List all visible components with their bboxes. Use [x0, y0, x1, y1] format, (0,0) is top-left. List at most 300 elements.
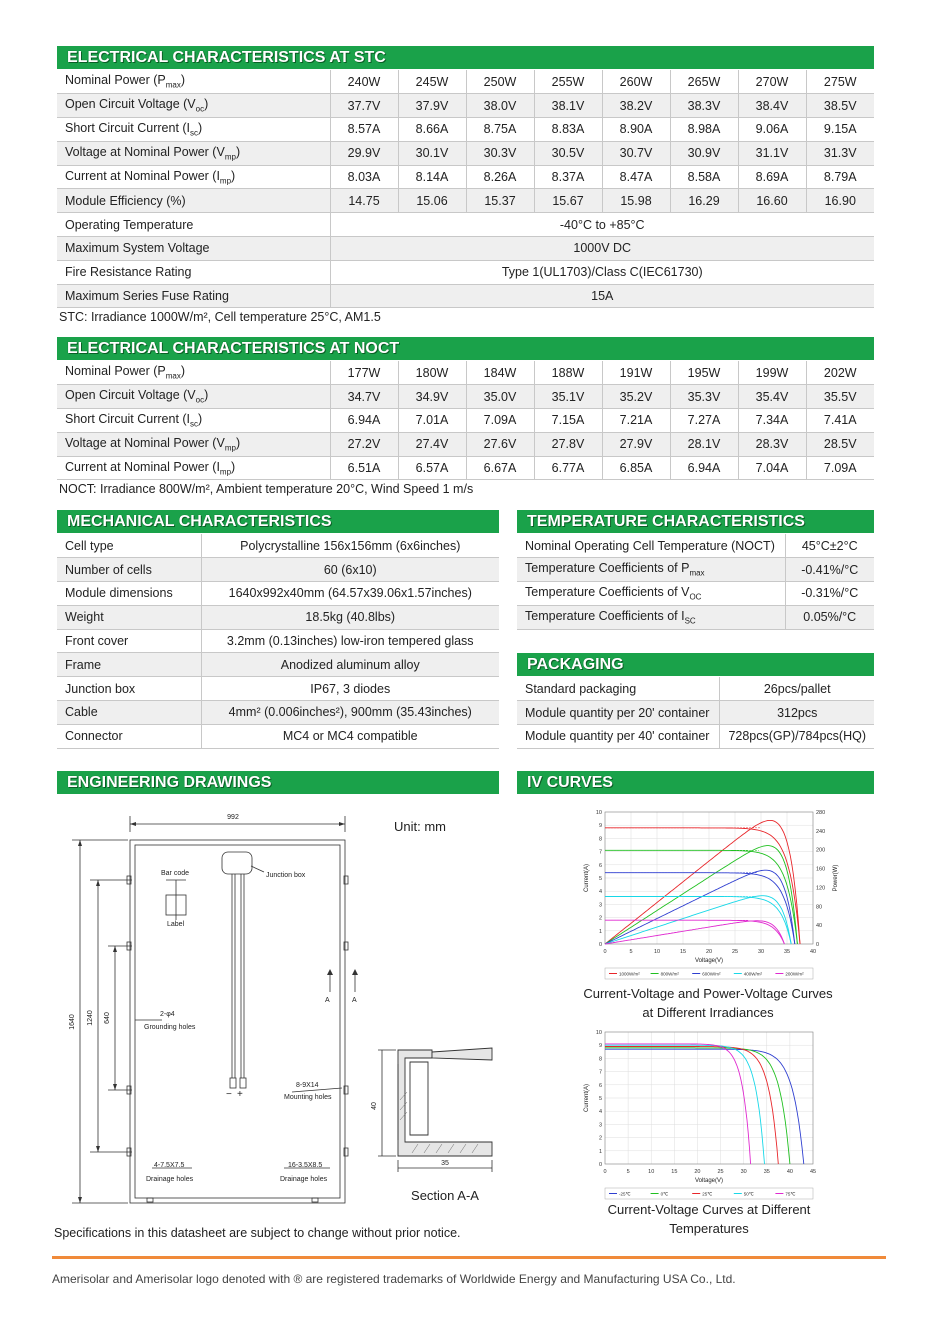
- temperature-value: -0.41%/°C: [785, 558, 874, 582]
- drainage-left-label: Drainage holes: [146, 1176, 194, 1183]
- noct-cell: 27.4V: [398, 432, 466, 456]
- iv-caption-1: Current-Voltage and Power-Voltage Curves at Different Irradiances: [583, 986, 833, 1020]
- stc-cell: 38.4V: [738, 94, 806, 118]
- row-label-subscript: OC: [689, 592, 702, 602]
- stc-cell: 8.37A: [534, 165, 602, 189]
- row-label-subscript: max: [689, 568, 705, 578]
- x-tick-label: 0: [603, 1169, 607, 1175]
- noct-cell: 35.0V: [466, 385, 534, 409]
- row-label-text: Nominal Power (P: [65, 73, 166, 88]
- noct-cell: 28.5V: [806, 432, 874, 456]
- x-tick-label: 20: [694, 1169, 701, 1175]
- noct-cell: 180W: [398, 361, 466, 385]
- row-label-subscript: oc: [195, 395, 205, 405]
- noct-cell: 199W: [738, 361, 806, 385]
- y-tick-label: 1: [598, 928, 602, 935]
- y2-tick-label: 0: [816, 942, 820, 948]
- legend-label: 800W/m²: [660, 971, 679, 977]
- row-label-text: Nominal Power (P: [65, 364, 166, 379]
- x-tick-label: 30: [740, 1169, 747, 1175]
- noct-cell: 6.77A: [534, 456, 602, 480]
- mechanical-row: [57, 724, 499, 748]
- mechanical-label: Module dimensions: [57, 582, 201, 606]
- iv-series-line: [605, 1047, 778, 1165]
- temperature-value: 45°C±2°C: [785, 534, 874, 558]
- mechanical-value: 18.5kg (40.8lbs): [201, 605, 499, 629]
- y2-tick-label: 40: [816, 923, 823, 930]
- stc-cell: 30.7V: [602, 141, 670, 165]
- stc-span-value: Type 1(UL1703)/Class C(IEC61730): [330, 260, 874, 284]
- row-label-tail: ): [231, 459, 236, 474]
- noct-cell: 27.9V: [602, 432, 670, 456]
- noct-cell: 191W: [602, 361, 670, 385]
- stc-row-label: [57, 70, 330, 94]
- stc-note: STC: Irradiance 1000W/m², Cell temperature 25°C, AM1.5: [59, 310, 381, 324]
- mechanical-row: [57, 534, 499, 558]
- drainage-right-spec: 16-3.5X8.5: [288, 1162, 323, 1169]
- iv-caption-2: Current-Voltage Curves at Different Temperatures: [607, 1202, 811, 1236]
- stc-cell: 38.3V: [670, 94, 738, 118]
- temperature-row: [517, 605, 874, 629]
- mechanical-value: 60 (6x10): [201, 558, 499, 582]
- inner-dimension-2: 640: [104, 1012, 111, 1024]
- legend-label: 25℃: [702, 1191, 713, 1197]
- x-tick-label: 35: [763, 1169, 770, 1175]
- noct-row-label: [57, 432, 330, 456]
- minus-terminal: −: [226, 1089, 232, 1100]
- stc-row: [57, 165, 874, 189]
- y2-tick-label: 280: [816, 810, 826, 816]
- row-label-text: Temperature Coefficients of V: [525, 585, 690, 600]
- y-tick-label: 5: [598, 876, 602, 882]
- stc-cell: 265W: [670, 70, 738, 94]
- mechanical-label: Cable: [57, 701, 201, 725]
- row-label-tail: ): [204, 388, 209, 403]
- legend-label: -25℃: [619, 1191, 631, 1197]
- iv-series-line: [605, 920, 784, 944]
- stc-cell: 250W: [466, 70, 534, 94]
- mechanical-row: [57, 653, 499, 677]
- mechanical-label: Front cover: [57, 629, 201, 653]
- row-label-text: Open Circuit Voltage (V: [65, 388, 196, 403]
- packaging-value: 728pcs(GP)/784pcs(HQ): [720, 725, 874, 749]
- stc-cell: 8.75A: [466, 118, 534, 142]
- row-label-text: Temperature Coefficients of I: [525, 609, 685, 624]
- stc-span-label: Fire Resistance Rating: [57, 260, 330, 284]
- iv-series-line: [605, 1045, 765, 1164]
- packaging-row: [517, 677, 874, 701]
- row-label-subscript: mp: [224, 152, 236, 162]
- x-tick-label: 45: [809, 1169, 817, 1175]
- noct-cell: 6.85A: [602, 456, 670, 480]
- stc-span-row: [57, 260, 874, 284]
- stc-cell: 270W: [738, 70, 806, 94]
- unit-label: Unit: mm: [394, 819, 446, 834]
- y-tick-label: 7: [598, 1069, 602, 1076]
- noct-table: [57, 361, 874, 480]
- drainage-right-label: Drainage holes: [280, 1176, 328, 1183]
- y-tick-label: 2: [598, 915, 602, 922]
- row-label-subscript: max: [165, 80, 181, 90]
- row-label-tail: ): [180, 73, 186, 88]
- stc-cell: 16.29: [670, 189, 738, 213]
- mechanical-value: IP67, 3 diodes: [201, 677, 499, 701]
- mechanical-value: 3.2mm (0.13inches) low-iron tempered glass: [201, 629, 499, 653]
- noct-cell: 35.3V: [670, 385, 738, 409]
- noct-row: [57, 409, 874, 433]
- row-label-subscript: SC: [684, 616, 696, 626]
- row-label-subscript: mp: [219, 176, 232, 186]
- row-label-text: Voltage at Nominal Power (V: [65, 145, 225, 160]
- legend-label: 75℃: [785, 1191, 796, 1197]
- width-dimension: 992: [227, 814, 239, 821]
- row-label-tail: ): [198, 412, 203, 427]
- drawings-title: ENGINEERING DRAWINGS: [57, 771, 499, 794]
- pv-series-line: [605, 846, 797, 944]
- noct-cell: 35.1V: [534, 385, 602, 409]
- legend-label: 0℃: [660, 1191, 669, 1197]
- noct-cell: 27.2V: [330, 432, 398, 456]
- noct-cell: 35.5V: [806, 385, 874, 409]
- noct-cell: 28.1V: [670, 432, 738, 456]
- noct-cell: 6.94A: [670, 456, 738, 480]
- noct-cell: 6.67A: [466, 456, 534, 480]
- x-tick-label: 15: [671, 1169, 678, 1175]
- y-tick-label: 1: [598, 1148, 602, 1155]
- stc-cell: 9.06A: [738, 118, 806, 142]
- stc-table: [57, 70, 874, 308]
- stc-cell: 37.9V: [398, 94, 466, 118]
- noct-row: [57, 432, 874, 456]
- stc-cell: 38.5V: [806, 94, 874, 118]
- y-tick-label: 2: [598, 1135, 602, 1142]
- stc-row-label: [57, 189, 330, 213]
- mechanical-row: [57, 701, 499, 725]
- section-caption: Section A-A: [411, 1188, 479, 1203]
- stc-cell: 14.75: [330, 189, 398, 213]
- noct-cell: 7.41A: [806, 409, 874, 433]
- x-tick-label: 35: [783, 949, 791, 955]
- stc-row-label: [57, 118, 330, 142]
- x-tick-label: 10: [653, 949, 661, 955]
- temperature-row: [517, 534, 874, 558]
- packaging-value: 26pcs/pallet: [720, 677, 874, 701]
- stc-cell: 15.98: [602, 189, 670, 213]
- row-label-subscript: max: [165, 371, 181, 381]
- stc-span-label: Operating Temperature: [57, 213, 330, 237]
- stc-row: [57, 94, 874, 118]
- noct-cell: 35.2V: [602, 385, 670, 409]
- x-tick-label: 25: [717, 1169, 724, 1175]
- junction-box-label: Junction box: [266, 872, 306, 879]
- x-tick-label: 5: [626, 1169, 630, 1175]
- row-label-tail: ): [204, 97, 209, 112]
- y-tick-label: 3: [598, 902, 602, 909]
- legend-label: 1000W/m²: [619, 971, 640, 977]
- y-tick-label: 10: [595, 1030, 602, 1036]
- stc-cell: 8.47A: [602, 165, 670, 189]
- stc-cell: 8.98A: [670, 118, 738, 142]
- mechanical-label: Weight: [57, 605, 201, 629]
- y-tick-label: 9: [598, 823, 602, 830]
- engineering-drawing: [52, 800, 502, 1220]
- mechanical-label: Number of cells: [57, 558, 201, 582]
- section-width: 35: [441, 1160, 449, 1167]
- x-tick-label: 25: [731, 949, 739, 955]
- noct-row-label: [57, 361, 330, 385]
- noct-cell: 7.01A: [398, 409, 466, 433]
- stc-cell: 37.7V: [330, 94, 398, 118]
- stc-cell: 15.67: [534, 189, 602, 213]
- stc-cell: 8.79A: [806, 165, 874, 189]
- packaging-row: [517, 701, 874, 725]
- stc-cell: 30.5V: [534, 141, 602, 165]
- noct-cell: 34.7V: [330, 385, 398, 409]
- disclaimer: Specifications in this datasheet are subject to change without prior notice.: [54, 1226, 461, 1240]
- stc-cell: 16.60: [738, 189, 806, 213]
- noct-cell: 7.04A: [738, 456, 806, 480]
- mechanical-row: [57, 629, 499, 653]
- x-axis-label: Voltage(V): [694, 958, 724, 964]
- stc-cell: 8.69A: [738, 165, 806, 189]
- mechanical-label: Junction box: [57, 677, 201, 701]
- y-tick-label: 8: [598, 1056, 602, 1063]
- temperature-label: [517, 582, 785, 606]
- row-label-text: Open Circuit Voltage (V: [65, 97, 196, 112]
- iv-chart-irradiance: [575, 804, 845, 980]
- stc-cell: 30.9V: [670, 141, 738, 165]
- plus-terminal: +: [237, 1089, 243, 1100]
- mechanical-label: Cell type: [57, 534, 201, 558]
- row-label-text: Current at Nominal Power (I: [65, 459, 220, 474]
- row-label-text: Short Circuit Current (I: [65, 121, 191, 136]
- stc-cell: 31.3V: [806, 141, 874, 165]
- stc-span-value: 1000V DC: [330, 237, 874, 261]
- mechanical-label: Connector: [57, 724, 201, 748]
- iv-series-line: [605, 1049, 804, 1164]
- y-tick-label: 5: [598, 1096, 602, 1102]
- row-label-text: Short Circuit Current (I: [65, 412, 191, 427]
- noct-cell: 6.57A: [398, 456, 466, 480]
- mechanical-row: [57, 558, 499, 582]
- row-label-subscript: mp: [219, 467, 232, 477]
- stc-cell: 260W: [602, 70, 670, 94]
- mounting-spec: 8-9X14: [296, 1082, 319, 1089]
- iv-series-line: [605, 1044, 751, 1164]
- y2-tick-label: 120: [816, 885, 826, 892]
- inner-dimension-1: 1240: [87, 1010, 94, 1026]
- y2-tick-label: 240: [816, 828, 826, 835]
- stc-cell: 30.1V: [398, 141, 466, 165]
- stc-cell: 38.0V: [466, 94, 534, 118]
- mechanical-row: [57, 582, 499, 606]
- y-tick-label: 0: [598, 1162, 602, 1168]
- y-axis-label: Current(A): [584, 863, 590, 893]
- stc-row: [57, 70, 874, 94]
- noct-cell: 188W: [534, 361, 602, 385]
- stc-cell: 275W: [806, 70, 874, 94]
- row-label-tail: ): [231, 168, 236, 183]
- stc-cell: 8.58A: [670, 165, 738, 189]
- legend-label: 50℃: [743, 1191, 754, 1197]
- section-mark-left: A: [325, 997, 330, 1004]
- noct-row-label: [57, 385, 330, 409]
- row-label-text: Voltage at Nominal Power (V: [65, 436, 225, 451]
- noct-cell: 27.8V: [534, 432, 602, 456]
- stc-cell: 29.9V: [330, 141, 398, 165]
- stc-row: [57, 189, 874, 213]
- stc-row-label: [57, 94, 330, 118]
- temperature-row: [517, 582, 874, 606]
- mounting-label: Mounting holes: [284, 1094, 332, 1101]
- section-mark-right: A: [352, 997, 357, 1004]
- y2-tick-label: 160: [816, 866, 826, 873]
- section-depth: 40: [371, 1102, 378, 1110]
- stc-row-label: [57, 165, 330, 189]
- packaging-value: 312pcs: [720, 701, 874, 725]
- temperature-label: [517, 558, 785, 582]
- noct-cell: 27.6V: [466, 432, 534, 456]
- stc-cell: 38.2V: [602, 94, 670, 118]
- packaging-label: Module quantity per 20' container: [517, 701, 720, 725]
- stc-cell: 8.57A: [330, 118, 398, 142]
- label-label: Label: [167, 921, 185, 928]
- x-tick-label: 20: [705, 949, 713, 955]
- iv-chart-temperature: [575, 1024, 845, 1200]
- temperature-label: [517, 534, 785, 558]
- stc-span-row: [57, 213, 874, 237]
- row-label-subscript: oc: [195, 104, 205, 114]
- stc-title: ELECTRICAL CHARACTERISTICS AT STC: [57, 46, 874, 69]
- packaging-label: Module quantity per 40' container: [517, 725, 720, 749]
- row-label-tail: ): [180, 364, 186, 379]
- y2-tick-label: 200: [816, 847, 826, 854]
- packaging-label: Standard packaging: [517, 677, 720, 701]
- noct-cell: 7.09A: [806, 456, 874, 480]
- stc-cell: 255W: [534, 70, 602, 94]
- legend-label: 400W/m²: [743, 971, 763, 977]
- y-tick-label: 9: [598, 1043, 602, 1050]
- stc-span-label: Maximum System Voltage: [57, 237, 330, 261]
- temperature-label: [517, 605, 785, 629]
- stc-cell: 30.3V: [466, 141, 534, 165]
- mechanical-value: Anodized aluminum alloy: [201, 653, 499, 677]
- stc-cell: 38.1V: [534, 94, 602, 118]
- drainage-left-spec: 4-7.5X7.5: [154, 1162, 185, 1169]
- noct-row: [57, 456, 874, 480]
- stc-cell: 31.1V: [738, 141, 806, 165]
- noct-cell: 7.09A: [466, 409, 534, 433]
- legend-label: 200W/m²: [785, 971, 804, 977]
- stc-span-value: -40°C to +85°C: [330, 213, 874, 237]
- footer-divider: [52, 1256, 886, 1259]
- noct-cell: 7.21A: [602, 409, 670, 433]
- noct-cell: 177W: [330, 361, 398, 385]
- y2-axis-label: Power(W): [833, 864, 839, 892]
- noct-cell: 7.34A: [738, 409, 806, 433]
- pv-series-line: [605, 921, 784, 944]
- stc-row: [57, 118, 874, 142]
- noct-cell: 6.94A: [330, 409, 398, 433]
- footer-trademark: Amerisolar and Amerisolar logo denoted with ® are registered trademarks of Worldwide Energy and Manufacturing USA Co., Ltd.: [52, 1272, 736, 1286]
- y-tick-label: 8: [598, 836, 602, 843]
- stc-cell: 15.37: [466, 189, 534, 213]
- y-tick-label: 7: [598, 849, 602, 856]
- row-label-text: Module Efficiency (%): [65, 193, 186, 208]
- noct-row-label: [57, 409, 330, 433]
- y2-tick-label: 80: [816, 904, 823, 911]
- stc-cell: 8.03A: [330, 165, 398, 189]
- stc-cell: 9.15A: [806, 118, 874, 142]
- temperature-table: [517, 534, 874, 630]
- stc-row: [57, 141, 874, 165]
- noct-row: [57, 385, 874, 409]
- temperature-row: [517, 558, 874, 582]
- noct-cell: 7.15A: [534, 409, 602, 433]
- x-axis-label: Voltage(V): [694, 1178, 724, 1184]
- mechanical-label: Frame: [57, 653, 201, 677]
- stc-cell: 8.83A: [534, 118, 602, 142]
- grounding-label: Grounding holes: [144, 1024, 196, 1031]
- stc-cell: 240W: [330, 70, 398, 94]
- mechanical-row: [57, 677, 499, 701]
- x-tick-label: 5: [629, 949, 633, 955]
- row-label-subscript: sc: [190, 419, 199, 429]
- packaging-row: [517, 725, 874, 749]
- y-tick-label: 6: [598, 1082, 602, 1089]
- iv-title: IV CURVES: [517, 771, 874, 794]
- packaging-table: [517, 677, 874, 749]
- x-tick-label: 0: [603, 949, 607, 955]
- grounding-spec: 2-φ4: [160, 1011, 175, 1018]
- stc-cell: 245W: [398, 70, 466, 94]
- temperature-title: TEMPERATURE CHARACTERISTICS: [517, 510, 874, 533]
- noct-cell: 184W: [466, 361, 534, 385]
- stc-span-value: 15A: [330, 284, 874, 308]
- stc-span-row: [57, 237, 874, 261]
- y-tick-label: 4: [598, 889, 602, 896]
- row-label-tail: ): [235, 436, 241, 451]
- x-tick-label: 40: [786, 1169, 793, 1175]
- stc-cell: 16.90: [806, 189, 874, 213]
- noct-note: NOCT: Irradiance 800W/m², Ambient temperature 20°C, Wind Speed 1 m/s: [59, 482, 474, 496]
- row-label-subscript: sc: [190, 128, 199, 138]
- noct-cell: 34.9V: [398, 385, 466, 409]
- mechanical-row: [57, 605, 499, 629]
- mechanical-value: MC4 or MC4 compatible: [201, 724, 499, 748]
- y-axis-label: Current(A): [584, 1083, 590, 1113]
- stc-span-label: Maximum Series Fuse Rating: [57, 284, 330, 308]
- height-dimension: 1640: [69, 1014, 76, 1030]
- legend-label: 600W/m²: [702, 971, 721, 977]
- y-tick-label: 3: [598, 1122, 602, 1129]
- stc-cell: 8.90A: [602, 118, 670, 142]
- stc-cell: 15.06: [398, 189, 466, 213]
- temperature-value: 0.05%/°C: [785, 605, 874, 629]
- stc-cell: 8.26A: [466, 165, 534, 189]
- noct-cell: 6.51A: [330, 456, 398, 480]
- row-label-text: Temperature Coefficients of P: [525, 561, 690, 576]
- stc-cell: 8.14A: [398, 165, 466, 189]
- stc-row-label: [57, 141, 330, 165]
- y-tick-label: 6: [598, 862, 602, 869]
- noct-row: [57, 361, 874, 385]
- pv-series-line: [605, 870, 795, 944]
- bar-code-label: Bar code: [161, 870, 190, 877]
- mechanical-value: Polycrystalline 156x156mm (6x6inches): [201, 534, 499, 558]
- stc-cell: 8.66A: [398, 118, 466, 142]
- noct-row-label: [57, 456, 330, 480]
